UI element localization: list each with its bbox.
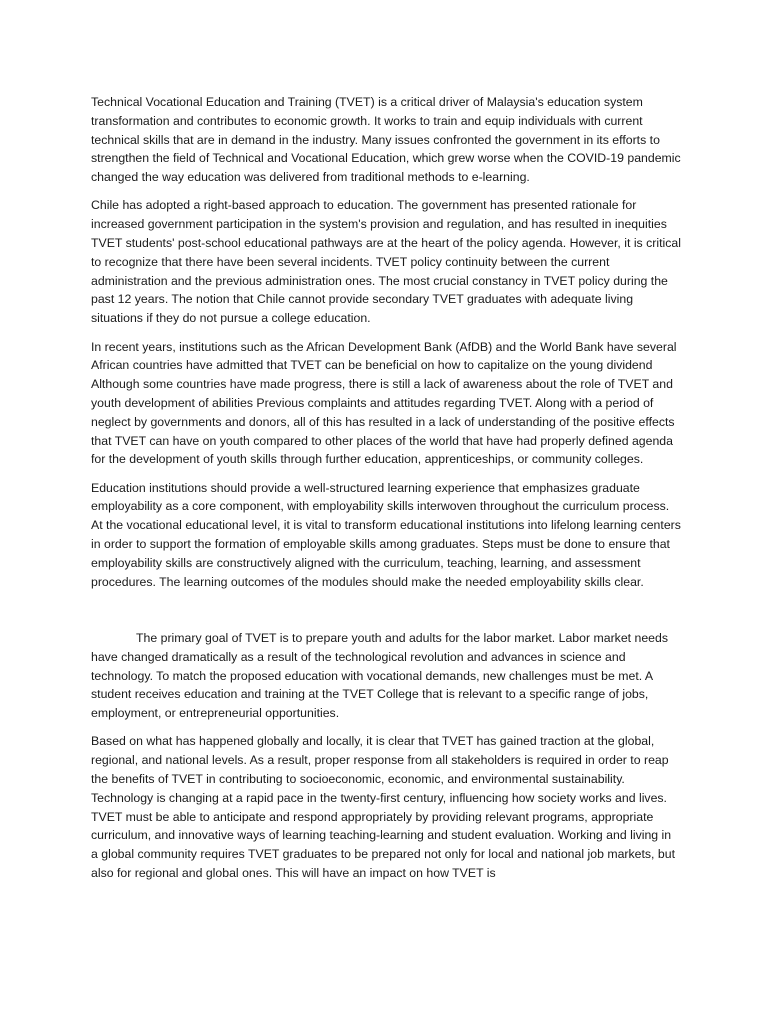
paragraph-africa: In recent years, institutions such as the African Development Bank (AfDB) and the World Bank have several African countries have admitted that TVET can be beneficial on how to capitalize on the young dividend Although some countries have made progress, there is still a lack of awareness about the role of TVET and youth development of abilities Previous complaints and attitudes regarding TVET. Along with a period of neglect by governments and donors, all of this has resulted in a lack of understanding of the positive effects that TVET can have on youth compared to other places of the world that have had properly defined agenda for the development of youth skills through further education, apprenticeships, or community colleges.: [91, 339, 677, 467]
blank-line: [91, 601, 681, 629]
paragraph-global-local: Based on what has happened globally and locally, it is clear that TVET has gained traction at the global, regional, and national levels. As a result, proper response from all stakeholders is required in order to reap the benefits of TVET in contributing to socioeconomic, economic, and environmental sustainability. Technology is changing at a rapid pace in the twenty-first century, influencing how society works and lives. TVET must be able to anticipate and respond appropriately by providing relevant programs, appropriate curriculum, and innovative ways of learning teaching-learning and student evaluation. Working and living in a global community requires TVET graduates to be prepared not only for local and national job markets, but also for regional and global ones. This will have an impact on how TVET is: [91, 734, 675, 880]
paragraph-education-institutions: Education institutions should provide a well-structured learning experience that emphasizes graduate employability as a core component, with employability skills interwoven throughout the curriculum process. At the vocational educational level, it is vital to transform educational institutions into lifelong learning centers in order to support the formation of employable skills among graduates. Steps must be done to ensure that employability skills are constructively aligned with the curriculum, teaching, learning, and assessment procedures. The learning outcomes of the modules should make the needed employability skills clear.: [91, 480, 681, 589]
document-body: [91, 93, 681, 892]
paragraph-chile: Chile has adopted a right-based approach to education. The government has presented rationale for increased government participation in the system's provision and regulation, and has resulted in inequities TVET students' post-school educational pathways are at the heart of the policy agenda. However, it is critical to recognize that there have been several incidents. TVET policy continuity between the current administration and the previous administration ones. The most crucial constancy in TVET policy during the past 12 years. The notion that Chile cannot provide secondary TVET graduates with adequate living situations if they do not pursue a college education.: [91, 198, 681, 326]
paragraph-primary-goal: The primary goal of TVET is to prepare youth and adults for the labor market. Labor market needs have changed dramatically as a result of the technological revolution and advances in science and technology. To match the proposed education with vocational demands, new challenges must be met. A student receives education and training at the TVET College that is relevant to a specific range of jobs, employment, or entrepreneurial opportunities.: [91, 630, 669, 721]
paragraph-tvet-malaysia: Technical Vocational Education and Training (TVET) is a critical driver of Malaysia's education system transformation and contributes to economic growth. It works to train and equip individuals with current technical skills that are in demand in the industry. Many issues confronted the government in its efforts to strengthen the field of Technical and Vocational Education, which grew worse when the COVID-19 pandemic changed the way education was delivered from traditional methods to e-learning.: [91, 95, 681, 185]
